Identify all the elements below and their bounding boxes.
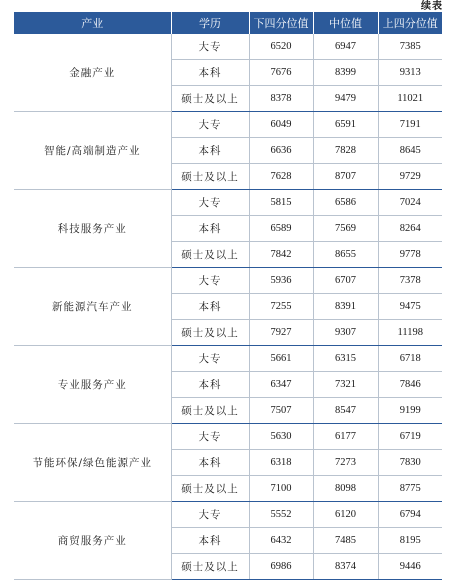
lower-quartile-cell: 7842 [249,242,313,268]
lower-quartile-cell: 5815 [249,190,313,216]
industry-cell: 科技服务产业 [14,190,171,268]
upper-quartile-cell: 9475 [378,294,442,320]
median-cell: 8655 [313,242,378,268]
upper-quartile-cell: 6718 [378,346,442,372]
education-cell: 本科 [171,528,249,554]
table-row [14,34,442,60]
lower-quartile-cell: 5936 [249,268,313,294]
upper-quartile-cell: 7024 [378,190,442,216]
median-cell: 6120 [313,502,378,528]
education-cell: 硕士及以上 [171,242,249,268]
table-header-row [14,12,442,34]
lower-quartile-cell: 6636 [249,138,313,164]
median-cell: 8399 [313,60,378,86]
upper-quartile-cell: 7191 [378,112,442,138]
education-cell: 硕士及以上 [171,476,249,502]
education-cell: 本科 [171,450,249,476]
upper-quartile-cell: 7830 [378,450,442,476]
lower-quartile-cell: 6347 [249,372,313,398]
industry-cell: 金融产业 [14,34,171,112]
education-cell: 大专 [171,346,249,372]
median-cell: 7485 [313,528,378,554]
upper-quartile-cell: 11198 [378,320,442,346]
upper-quartile-cell: 6719 [378,424,442,450]
upper-quartile-cell: 9729 [378,164,442,190]
education-cell: 硕士及以上 [171,320,249,346]
median-cell: 9479 [313,86,378,112]
lower-quartile-cell: 7676 [249,60,313,86]
education-cell: 大专 [171,112,249,138]
table-row [14,112,442,138]
table-continued-caption: 续表 [421,1,443,12]
education-cell: 大专 [171,502,249,528]
education-cell: 大专 [171,424,249,450]
upper-quartile-cell: 7378 [378,268,442,294]
upper-quartile-cell: 8264 [378,216,442,242]
table-row [14,190,442,216]
lower-quartile-cell: 8378 [249,86,313,112]
median-cell: 6707 [313,268,378,294]
header-median: 中位值 [313,12,378,34]
education-cell: 硕士及以上 [171,554,249,580]
education-cell: 本科 [171,138,249,164]
header-lower-quartile: 下四分位值 [249,12,313,34]
education-cell: 本科 [171,216,249,242]
median-cell: 6586 [313,190,378,216]
median-cell: 6591 [313,112,378,138]
lower-quartile-cell: 7628 [249,164,313,190]
header-industry: 产业 [14,12,171,34]
industry-cell: 节能环保/绿色能源产业 [14,424,171,502]
median-cell: 6315 [313,346,378,372]
education-cell: 本科 [171,372,249,398]
industry-cell: 新能源汽车产业 [14,268,171,346]
upper-quartile-cell: 9446 [378,554,442,580]
upper-quartile-cell: 7846 [378,372,442,398]
lower-quartile-cell: 7927 [249,320,313,346]
lower-quartile-cell: 7100 [249,476,313,502]
industry-cell: 专业服务产业 [14,346,171,424]
median-cell: 8707 [313,164,378,190]
upper-quartile-cell: 9778 [378,242,442,268]
header-upper-quartile: 上四分位值 [378,12,442,34]
industry-cell: 商贸服务产业 [14,502,171,580]
industry-cell: 智能/高端制造产业 [14,112,171,190]
median-cell: 7828 [313,138,378,164]
education-cell: 硕士及以上 [171,86,249,112]
upper-quartile-cell: 7385 [378,34,442,60]
education-cell: 大专 [171,268,249,294]
education-cell: 硕士及以上 [171,398,249,424]
median-cell: 7273 [313,450,378,476]
lower-quartile-cell: 5552 [249,502,313,528]
upper-quartile-cell: 8775 [378,476,442,502]
lower-quartile-cell: 5661 [249,346,313,372]
median-cell: 7321 [313,372,378,398]
upper-quartile-cell: 6794 [378,502,442,528]
upper-quartile-cell: 8195 [378,528,442,554]
table-row [14,424,442,450]
upper-quartile-cell: 9199 [378,398,442,424]
education-cell: 硕士及以上 [171,164,249,190]
education-cell: 大专 [171,34,249,60]
table-row [14,502,442,528]
table-body [14,34,442,580]
lower-quartile-cell: 7507 [249,398,313,424]
table-row [14,268,442,294]
lower-quartile-cell: 5630 [249,424,313,450]
lower-quartile-cell: 6986 [249,554,313,580]
median-cell: 8374 [313,554,378,580]
salary-quartile-table [14,12,442,580]
median-cell: 8098 [313,476,378,502]
lower-quartile-cell: 6520 [249,34,313,60]
upper-quartile-cell: 11021 [378,86,442,112]
median-cell: 9307 [313,320,378,346]
median-cell: 6947 [313,34,378,60]
education-cell: 本科 [171,294,249,320]
median-cell: 6177 [313,424,378,450]
lower-quartile-cell: 6049 [249,112,313,138]
lower-quartile-cell: 7255 [249,294,313,320]
median-cell: 8391 [313,294,378,320]
education-cell: 本科 [171,60,249,86]
median-cell: 8547 [313,398,378,424]
upper-quartile-cell: 9313 [378,60,442,86]
lower-quartile-cell: 6318 [249,450,313,476]
lower-quartile-cell: 6589 [249,216,313,242]
table-row [14,346,442,372]
median-cell: 7569 [313,216,378,242]
lower-quartile-cell: 6432 [249,528,313,554]
upper-quartile-cell: 8645 [378,138,442,164]
education-cell: 大专 [171,190,249,216]
header-education: 学历 [171,12,249,34]
